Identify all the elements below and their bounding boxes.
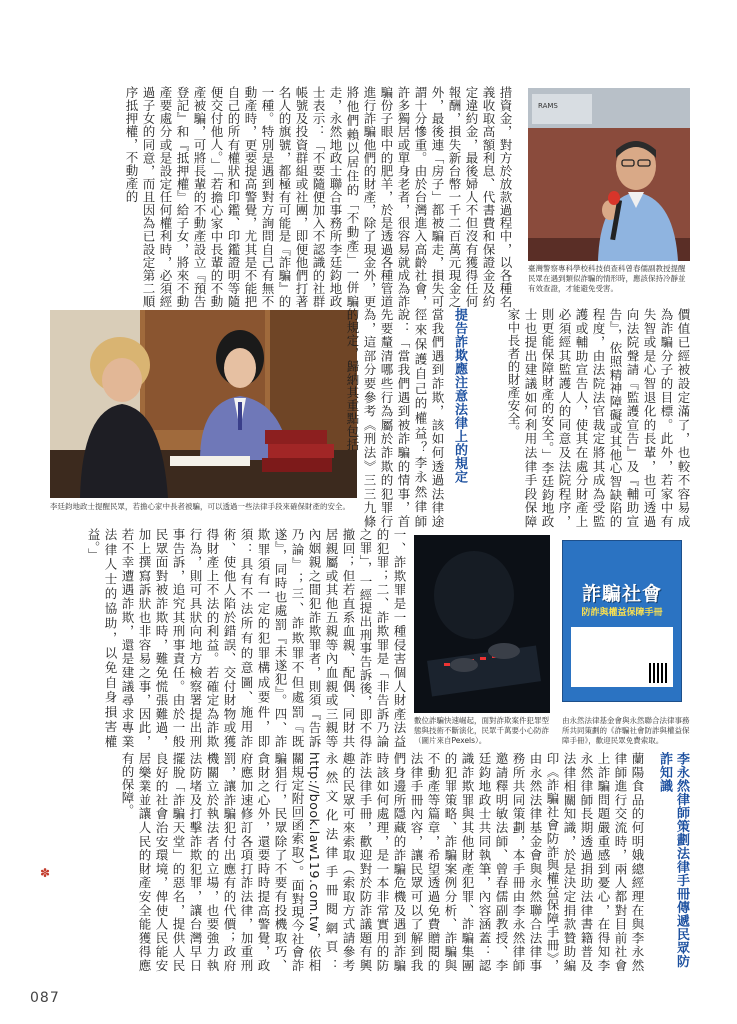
speaker-photo [528,88,690,261]
banner-label: RAMS [538,102,558,110]
book-cover [562,540,682,702]
book-caption: 由永然法律基金會與永然聯合法律事務所共同策劃的《詐騙社會防詐與權益保障手冊》，歡迎民眾免費索取。 [562,716,690,745]
book-subtitle: 防詐與權益保障手冊 [581,608,663,618]
page-number: 087 [30,990,60,1006]
article-mid-right-after: 當我們遇到詐欺，該如何透過法律途徑來保護自己的權益？李永然律師說：「當我們遇到被詐騙的情事，首先要釐清哪些行為屬於詐欺的犯罪行為，這部分要參考《刑法》三三九條的規定，歸納其重點包括 [345,308,445,528]
lawyer-caption: 李廷鈞地政士提醒民眾，若擔心家中長者被騙，可以透過一些法律手段來確保財產的安全。 [50,502,350,511]
article-top-right: 措資金，對方於放款過程中，以各種名義收取高額利息、代書費和保證金及約定違約金，最後婦人不但沒有獲得任何報酬，損失新台幣一千二百萬元現金之外，最後連「房子」都被騙走，損失可謂十分慘重。由於台灣進入高齡社會，許多獨居或單身老者，很容易就成為詐騙份子眼中的肥羊，於是透過各種管道進行詐騙他們的財產，除了現金外，更將他們賴以居住的「不動產」一併騙走，永然地政士聯合事務所李廷鈞地政士表示：「不要隨便加入不認識的社群帳號及投資群組或社團，即便他們打著名人的旗號，都極有可能是『詐騙』的一種。特別是遇到對方詢問自己有無不動產時，更要提高警覺，尤其是不能把自己的所有權狀和印鑑、印鑑證明等隨便交付他人。」「若擔心家中長輩的不動產被騙，可將長輩的不動產設立『預告登記』和『抵押權』給子女，將來不動產要處分或是設定任何權利時，必須經過子女的同意，而且因為已設定第二順序抵押權，不動產的 [124,86,513,308]
article-bottom-mid: 一、詐欺罪是一種侵害個人財產法益的犯罪；二、詐欺罪是「非告訴乃論之罪」，一經提出刑事告訴後，即不得撤回；但若直系血親、配偶、同財共居親屬或其他五親等內血親或三親等內姻親之間犯詐欺罪者，則須『告訴乃論』；三、詐欺罪不但處罰『既遂』，同時也處罰『未遂犯』。四、詐欺罪須有一定的犯罪構成要件，即須：具有不法所有的意圖、施用詐術、使他人陷於錯誤、交付財物或獲得財產上不法的利益。若確定為詐欺行為，則可具狀向地方檢察署提出刑事告訴，追究其刑事責任。由於一般民眾面對被詐欺時，難免慌張難過，加上撰寫訴狀也非容易之事，因此，若不幸遭遇詐欺，還是建議尋求專業法律人士的協助，以免自身損害權益。」 [86,528,407,748]
hacker-photo [414,535,550,713]
qr-code-icon [649,663,669,683]
book-title: 詐騙社會 [581,583,662,605]
bottom-section-heading: 李永然律師策劃法律手冊傳遞民眾防詐知識 [657,752,689,968]
lawyer-photo [50,310,357,498]
article-mid-right: 價值已經被設定滿了，也較不容易成為詐騙分子的目標。此外，若家中有失智或是心智退化的長輩，也可透過向法院聲請『監護宣告』及『輔助宣告』，依照精神障礙或其他心智缺陷的程度，由法院法官裁定將其成為受監護或輔助宣告人，使其在處分財產上必須經其監護人的同意及法院程序，則更能保障財產的安全。」李廷鈞地政士也提出建議如何利用法律手段保障家中長者的財產安全。 [506,308,691,528]
end-mark: ✽ [40,866,51,880]
article-bottom-left: 蘭陽食品的何明娥總經理在與李永然律師進行交流時，兩人都對目前社會上詐騙問題嚴重感到憂心，在得知李永然律師長期透過捐助法律書籍普及法律相關知識，於是決定捐款贊助編印《詐騙社會防詐與權益保障手冊》，由永然法律基金會與永然聯合法律事務所共同策劃，本手冊由李永然律師邀請釋明敏法師、曾春儒副教授、李廷鈞地政士共同執筆，內容涵蓋：認識詐欺罪與其他財產犯罪、詐騙集團的犯罪策略、詐騙案例分析、詐騙與不動產等篇章，希望透過免費贈閱的法律手冊內容，讓民眾可以了解到我們身邊所隱藏的詐騙危機及遇到詐騙時該如何處理，是一本非常實用的防詐法律手冊，歡迎對於防詐議題有興趣的民眾可來索取（索取方式請參考永然文化法律手冊閱網頁：http://book.law119.com.tw，依相關規定附回函索取）。面對現今社會詐騙猖行，民眾除了不要有投機取巧、貪財之心外，還要時時提高警覺，政府應加速修訂各項打詐法律，加重刑罰，讓詐騙犯付出應有的代價；政府機關立於執法者的立場，也要強力執法防堵及打擊詐欺犯罪，讓台灣早日擺脫「詐騙天堂」的惡名，提供人民良好的社會治安環境，俾使人民能安居樂業並讓人民的財產安全能獲得應有的保障。 [120,752,645,972]
mid-right-heading: 提告詐欺應注意法律上的規定 [452,308,467,484]
speaker-caption: 臺灣警察專科學校科技偵查科曾春儒副教授提醒民眾在遇到類似詐騙的情形時，應該保持冷靜並有效查證，才能避免受害。 [528,264,686,293]
hacker-caption: 數位詐騙快速崛起，面對詐欺案件犯罪型態與技術不斷演化，民眾千萬要小心防詐（圖片來自Pexels）。 [414,716,549,745]
